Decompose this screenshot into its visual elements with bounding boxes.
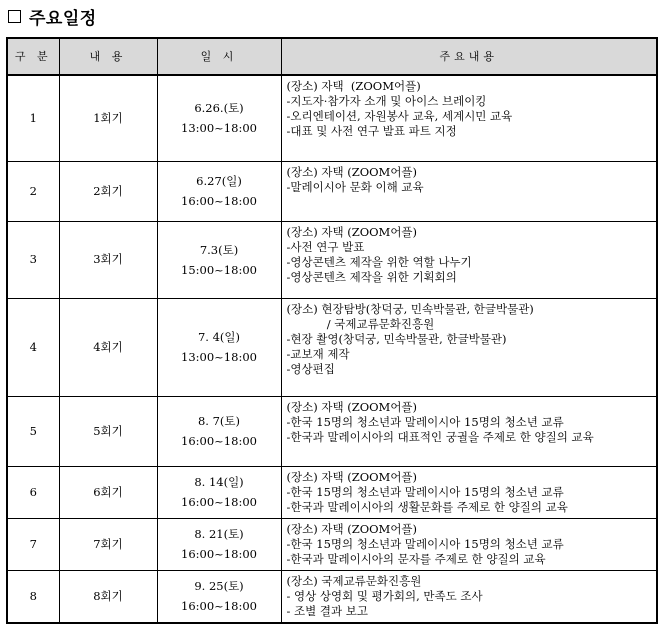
detail-line: -사전 연구 발표 (286, 239, 365, 254)
row-details (281, 396, 657, 466)
row-session: 2회기 (59, 161, 157, 221)
table-row (7, 298, 657, 396)
row-number: 8 (7, 570, 59, 623)
table-row (7, 75, 657, 161)
row-details (281, 298, 657, 396)
row-time: 16:00~18:00 (181, 547, 257, 561)
row-time: 16:00~18:00 (181, 495, 257, 509)
row-date: 6.27(일) (196, 174, 242, 188)
row-date: 6.26.(토) (194, 101, 244, 116)
detail-line: -한국과 말레이시아의 생활문화를 주제로 한 양질의 교육 (286, 499, 568, 514)
row-date: 8. 21(토) (194, 527, 244, 541)
row-date: 7. 4(일) (197, 330, 241, 344)
row-date: 7.3(토) (199, 242, 239, 257)
detail-line: -영상콘텐츠 제작을 위한 역할 나누기 (286, 254, 472, 269)
detail-line: (장소) 자택 (ZOOM어플) (286, 224, 418, 239)
row-details (281, 75, 657, 161)
detail-line: (장소) 자택 (ZOOM어플) (286, 79, 421, 93)
table-row (7, 161, 657, 221)
row-details (281, 221, 657, 298)
section-title-text: 주요일정 (29, 8, 97, 29)
detail-line: -교보재 제작 (286, 346, 350, 361)
detail-line: -영상편집 (286, 361, 335, 376)
row-details (281, 570, 657, 623)
row-datetime (157, 298, 281, 396)
detail-line: -오리엔테이션, 자원봉사 교육, 세계시민 교육 (286, 109, 513, 123)
column-header-details: 주요내용 (281, 38, 657, 75)
row-session: 1회기 (59, 75, 157, 161)
row-datetime (157, 221, 281, 298)
row-session: 8회기 (59, 570, 157, 623)
row-session: 5회기 (59, 396, 157, 466)
detail-line: (장소) 자택 (ZOOM어플) (286, 469, 418, 484)
detail-line: - 영상 상영회 및 평가회의, 만족도 조사 (286, 588, 483, 603)
row-number: 3 (7, 221, 59, 298)
row-datetime (157, 396, 281, 466)
schedule-table-header (7, 38, 657, 75)
row-time: 15:00~18:00 (181, 262, 257, 277)
row-session: 3회기 (59, 221, 157, 298)
row-time: 13:00~18:00 (181, 121, 257, 136)
column-header-category: 구 분 (7, 38, 59, 75)
row-datetime (157, 161, 281, 221)
row-number: 5 (7, 396, 59, 466)
detail-line: (장소) 현장탐방(창덕궁, 민속박물관, 한글박물관) (286, 301, 534, 316)
row-details (281, 161, 657, 221)
schedule-table (6, 37, 658, 624)
table-row (7, 466, 657, 518)
detail-line: -한국 15명의 청소년과 말레이시아 15명의 청소년 교류 (286, 536, 564, 551)
row-time: 13:00~18:00 (181, 350, 257, 364)
table-row (7, 518, 657, 570)
row-session: 4회기 (59, 298, 157, 396)
detail-line: (장소) 자택 (ZOOM어플) (286, 399, 418, 414)
section-title (8, 3, 97, 29)
row-time: 16:00~18:00 (181, 434, 257, 448)
row-datetime (157, 518, 281, 570)
row-details (281, 466, 657, 518)
detail-line: (장소) 자택 (ZOOM어플) (286, 521, 418, 536)
detail-line: -지도자·참가자 소개 및 아이스 브레이킹 (286, 94, 487, 108)
detail-line: (장소) 자택 (ZOOM어플) (286, 164, 418, 179)
detail-line: -현장 촬영(창덕궁, 민속박물관, 한글박물관) (286, 331, 507, 346)
schedule-table-body (7, 75, 657, 623)
table-row (7, 396, 657, 466)
detail-line: -영상콘텐츠 제작을 위한 기획회의 (286, 269, 457, 284)
table-row (7, 221, 657, 298)
detail-line: - 조별 결과 보고 (286, 603, 369, 618)
detail-line: -대표 및 사전 연구 발표 파트 지정 (286, 124, 457, 138)
detail-line: (장소) 국제교류문화진흥원 (286, 573, 422, 588)
detail-line: -한국 15명의 청소년과 말레이시아 15명의 청소년 교류 (286, 484, 564, 499)
row-time: 16:00~18:00 (181, 599, 257, 614)
detail-line: -한국 15명의 청소년과 말레이시아 15명의 청소년 교류 (286, 414, 564, 429)
detail-line: -한국과 말레이시아의 문자를 주제로 한 양질의 교육 (286, 551, 546, 566)
row-number: 7 (7, 518, 59, 570)
row-time: 16:00~18:00 (181, 194, 257, 208)
detail-line: -한국과 말레이시아의 대표적인 궁궐을 주제로 한 양질의 교육 (286, 429, 594, 444)
row-session: 7회기 (59, 518, 157, 570)
detail-line: / 국제교류문화진흥원 (286, 316, 435, 331)
checkbox-square-icon (8, 10, 21, 23)
column-header-content: 내 용 (59, 38, 157, 75)
row-date: 9. 25(토) (194, 579, 244, 594)
row-number: 6 (7, 466, 59, 518)
detail-line: -말레이시아 문화 이해 교육 (286, 179, 424, 194)
row-number: 4 (7, 298, 59, 396)
row-details (281, 518, 657, 570)
column-header-datetime: 일 시 (157, 38, 281, 75)
row-datetime (157, 570, 281, 623)
row-session: 6회기 (59, 466, 157, 518)
row-date: 8. 14(일) (194, 475, 244, 489)
row-date: 8. 7(토) (197, 414, 241, 428)
row-datetime (157, 466, 281, 518)
row-number: 2 (7, 161, 59, 221)
row-datetime (157, 75, 281, 161)
table-row (7, 570, 657, 623)
row-number: 1 (7, 75, 59, 161)
